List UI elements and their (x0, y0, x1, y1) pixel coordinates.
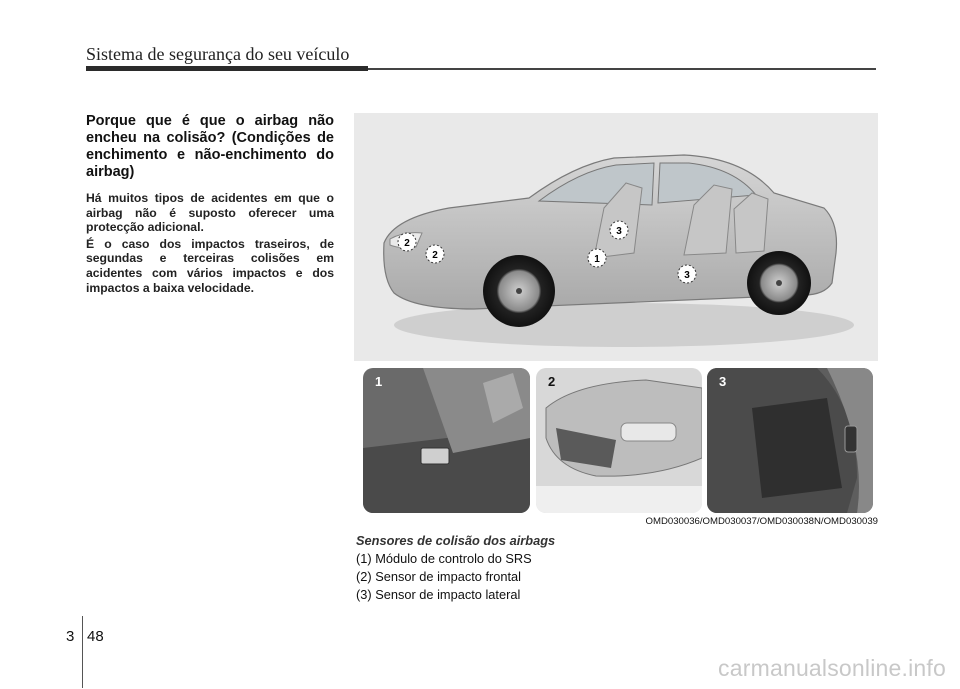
svg-text:3: 3 (684, 270, 690, 281)
caption-item-3: (3) Sensor de impacto lateral (356, 587, 521, 602)
header-rule-thick (86, 66, 368, 71)
left-column (86, 113, 334, 297)
svg-text:3: 3 (616, 226, 622, 237)
thumbnail-srs-module (363, 368, 530, 513)
figure-caption (356, 532, 555, 604)
page-number: 48 (87, 628, 104, 645)
answer-paragraph-2: É o caso dos impactos traseiros, de segundas e terceiras colisões em acidentes com vários impactos e dos impactos a baixa velocidade. (86, 236, 334, 295)
callout-marker-2a (396, 231, 418, 258)
figure-code: OMD030036/OMD030037/OMD030038N/OMD030039 (645, 516, 878, 527)
section-title: Sistema de segurança do seu veículo (86, 44, 350, 64)
callout-marker-3b (676, 263, 698, 290)
thumbnail-number: 3 (719, 374, 727, 389)
svg-text:1: 1 (594, 254, 600, 265)
thumbnail-number: 2 (548, 374, 556, 389)
svg-text:2: 2 (432, 250, 438, 261)
front-sensor-photo (536, 368, 702, 513)
callout-marker-1 (586, 247, 608, 274)
side-sensor-photo (707, 368, 873, 513)
caption-item-1: (1) Módulo de controlo do SRS (356, 551, 532, 566)
header-rule-thin (368, 68, 876, 70)
question-heading: Porque que é que o airbag não encheu na colisão? (Condições de enchimento e não-enchimento do airbag) (86, 113, 334, 180)
caption-title: Sensores de colisão dos airbags (356, 533, 556, 548)
callout-marker-2b (424, 243, 446, 270)
answer-paragraph-1: Há muitos tipos de acidentes em que o airbag não é suposto oferecer uma protecção adicional. (86, 191, 334, 235)
thumbnail-front-sensor (536, 368, 702, 513)
page-number-divider (82, 616, 83, 688)
caption-item-2: (2) Sensor de impacto frontal (356, 569, 522, 584)
thumbnail-number: 1 (375, 374, 383, 389)
car-sensor-illustration (354, 113, 878, 361)
section-number: 3 (66, 628, 75, 645)
callout-marker-3a (608, 219, 630, 246)
srs-module-photo (363, 368, 530, 513)
svg-text:2: 2 (404, 238, 410, 249)
watermark: carmanualsonline.info (718, 655, 946, 681)
thumbnail-side-sensor (707, 368, 873, 513)
